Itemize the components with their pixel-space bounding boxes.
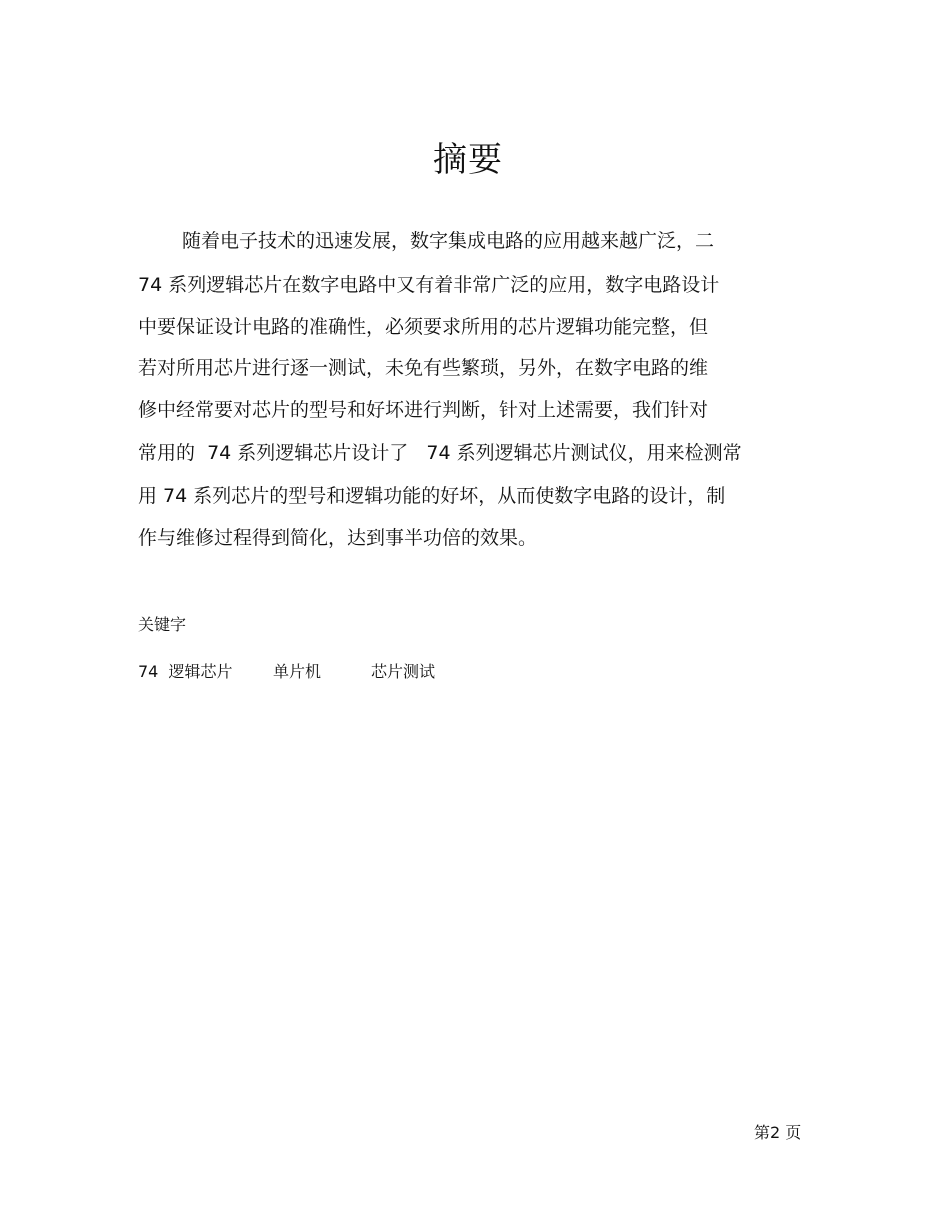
page-number: 第2 页 — [754, 1123, 802, 1142]
keywords-label: 关键字 — [138, 615, 187, 634]
keyword-item: 单片机 — [273, 662, 322, 681]
abstract-line: 中要保证设计电路的准确性，必须要求所用的芯片逻辑功能完整，但 — [138, 316, 709, 338]
keyword-item: 74 逻辑芯片 — [138, 662, 233, 681]
abstract-line: 若对所用芯片进行逐一测试，未免有些繁琐，另外，在数字电路的维 — [138, 357, 709, 379]
abstract-body — [0, 0, 950, 560]
keyword-item: 芯片测试 — [371, 662, 436, 681]
abstract-line: 用 74 系列芯片的型号和逻辑功能的好坏，从而使数字电路的设计，制 — [138, 485, 726, 507]
abstract-line: 常用的 74 系列逻辑芯片设计了 74 系列逻辑芯片测试仪，用来检测常 — [138, 442, 742, 464]
abstract-line: 74 系列逻辑芯片在数字电路中又有着非常广泛的应用，数字电路设计 — [138, 274, 720, 296]
abstract-line: 修中经常要对芯片的型号和好坏进行判断，针对上述需要，我们针对 — [138, 399, 709, 421]
page-title: 摘要 — [433, 140, 503, 180]
abstract-line: 作与维修过程得到简化，达到事半功倍的效果。 — [138, 527, 538, 549]
keywords-list — [138, 661, 638, 683]
abstract-line: 随着电子技术的迅速发展，数字集成电路的应用越来越广泛，二 — [182, 230, 715, 252]
